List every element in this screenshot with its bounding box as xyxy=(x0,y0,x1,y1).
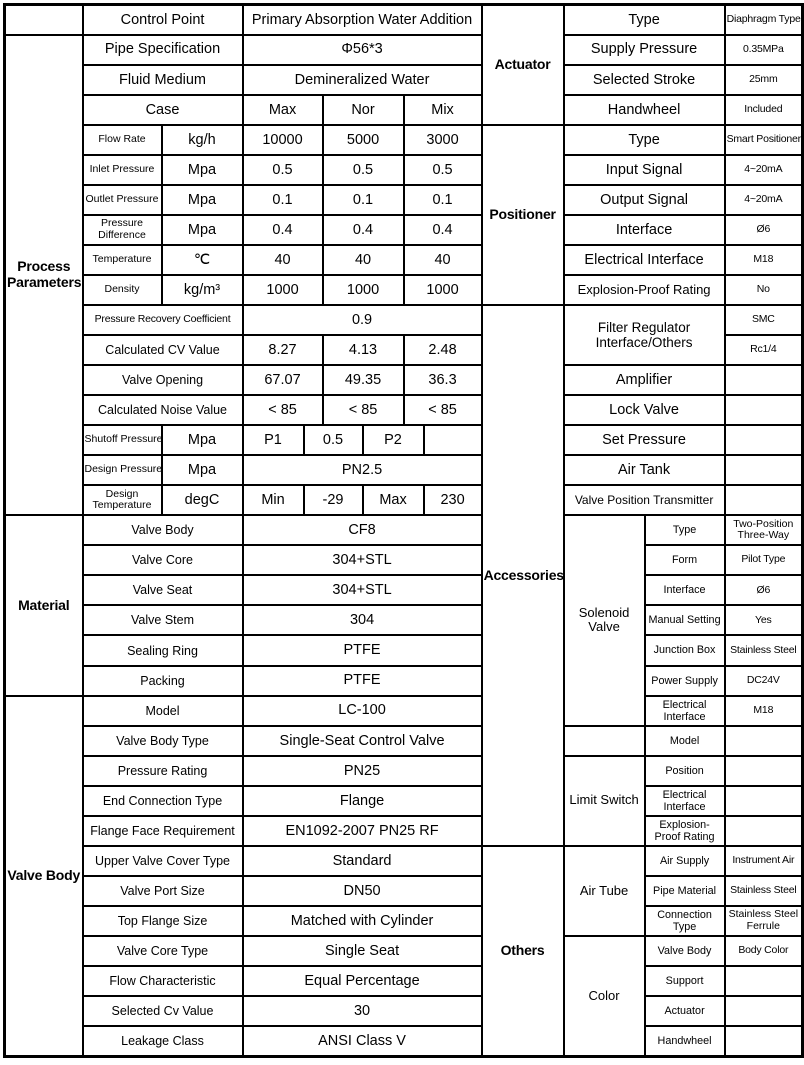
amplifier-value xyxy=(725,365,803,395)
valve-core-type-value: Single Seat xyxy=(243,936,482,966)
temperature-unit: ℃ xyxy=(162,245,243,275)
connection-type-label: Connection Type xyxy=(645,906,725,936)
subgroup-color: Color xyxy=(564,936,645,1057)
pipe-spec-label: Pipe Specification xyxy=(83,35,243,65)
solenoid-type-label: Type xyxy=(645,515,725,545)
calculated-cv-nor: 4.13 xyxy=(323,335,404,365)
case-label: Case xyxy=(83,95,243,125)
lock-valve-label: Lock Valve xyxy=(564,395,725,425)
design-pressure-label: Design Pressure xyxy=(83,455,162,485)
valve-core-type-label: Valve Core Type xyxy=(83,936,243,966)
junction-box-label: Junction Box xyxy=(645,635,725,665)
valve-core-value: 304+STL xyxy=(243,545,482,575)
model-value: LC-100 xyxy=(243,696,482,726)
set-pressure-value xyxy=(725,425,803,455)
flow-rate-max: 10000 xyxy=(243,125,323,155)
sealing-ring-label: Sealing Ring xyxy=(83,635,243,665)
outlet-pressure-mix: 0.1 xyxy=(404,185,482,215)
pipe-material-label: Pipe Material xyxy=(645,876,725,906)
group-actuator: Actuator xyxy=(482,5,564,125)
end-connection-type-value: Flange xyxy=(243,786,482,816)
calculated-noise-label: Calculated Noise Value xyxy=(83,395,243,425)
inlet-pressure-nor: 0.5 xyxy=(323,155,404,185)
filter-regulator-label: Filter Regulator Interface/Others xyxy=(564,305,725,365)
group-process-parameters: Process Parameters xyxy=(5,35,83,516)
density-unit: kg/m³ xyxy=(162,275,243,305)
pressure-recovery-coefficient-label: Pressure Recovery Coefficient xyxy=(83,305,243,335)
top-flange-size-value: Matched with Cylinder xyxy=(243,906,482,936)
supply-pressure-value: 0.35MPa xyxy=(725,35,803,65)
temperature-label: Temperature xyxy=(83,245,162,275)
valve-body-type-label: Valve Body Type xyxy=(83,726,243,756)
solenoid-interface-label: Interface xyxy=(645,575,725,605)
color-support-label: Support xyxy=(645,966,725,996)
valve-position-transmitter-label: Valve Position Transmitter xyxy=(564,485,725,515)
input-signal-label: Input Signal xyxy=(564,155,725,185)
filter-regulator-value-1: SMC xyxy=(725,305,803,335)
flow-rate-unit: kg/h xyxy=(162,125,243,155)
upper-valve-cover-type-label: Upper Valve Cover Type xyxy=(83,846,243,876)
group-valve-body: Valve Body xyxy=(5,696,83,1057)
valve-opening-label: Valve Opening xyxy=(83,365,243,395)
outlet-pressure-unit: Mpa xyxy=(162,185,243,215)
pressure-difference-max: 0.4 xyxy=(243,215,323,245)
valve-port-size-value: DN50 xyxy=(243,876,482,906)
positioner-interface-label: Interface xyxy=(564,215,725,245)
solenoid-form-value: Pilot Type xyxy=(725,545,803,575)
subgroup-limit-switch: Limit Switch xyxy=(564,756,645,846)
control-point-label: Control Point xyxy=(83,5,243,35)
solenoid-electrical-interface-value: M18 xyxy=(725,696,803,726)
limit-switch-explosion-proof-value xyxy=(725,816,803,846)
outlet-pressure-nor: 0.1 xyxy=(323,185,404,215)
pressure-difference-label: Pressure Difference xyxy=(83,215,162,245)
shutoff-p2-label: P2 xyxy=(363,425,424,455)
electrical-interface-value: M18 xyxy=(725,245,803,275)
top-flange-size-label: Top Flange Size xyxy=(83,906,243,936)
actuator-type-value: Diaphragm Type xyxy=(725,5,803,35)
calculated-noise-max: < 85 xyxy=(243,395,323,425)
color-actuator-value xyxy=(725,996,803,1026)
handwheel-value: Included xyxy=(725,95,803,125)
selected-cv-value-value: 30 xyxy=(243,996,482,1026)
calculated-noise-nor: < 85 xyxy=(323,395,404,425)
air-tank-value xyxy=(725,455,803,485)
calculated-cv-mix: 2.48 xyxy=(404,335,482,365)
valve-stem-value: 304 xyxy=(243,605,482,635)
calculated-noise-mix: < 85 xyxy=(404,395,482,425)
pressure-rating-label: Pressure Rating xyxy=(83,756,243,786)
model-label: Model xyxy=(83,696,243,726)
leakage-class-value: ANSI Class V xyxy=(243,1026,482,1056)
explosion-proof-rating-label: Explosion-Proof Rating xyxy=(564,275,725,305)
leakage-class-label: Leakage Class xyxy=(83,1026,243,1056)
material-valve-body-label: Valve Body xyxy=(83,515,243,545)
color-valve-body-label: Valve Body xyxy=(645,936,725,966)
flow-rate-nor: 5000 xyxy=(323,125,404,155)
upper-valve-cover-type-value: Standard xyxy=(243,846,482,876)
fluid-medium-value: Demineralized Water xyxy=(243,65,482,95)
limit-switch-position-value xyxy=(725,756,803,786)
color-handwheel-value xyxy=(725,1026,803,1056)
inlet-pressure-unit: Mpa xyxy=(162,155,243,185)
flange-face-requirement-label: Flange Face Requirement xyxy=(83,816,243,846)
packing-value: PTFE xyxy=(243,666,482,696)
limit-switch-blank-cell xyxy=(564,726,645,756)
power-supply-label: Power Supply xyxy=(645,666,725,696)
end-connection-type-label: End Connection Type xyxy=(83,786,243,816)
inlet-pressure-label: Inlet Pressure xyxy=(83,155,162,185)
valve-opening-nor: 49.35 xyxy=(323,365,404,395)
inlet-pressure-mix: 0.5 xyxy=(404,155,482,185)
shutoff-p1-label: P1 xyxy=(243,425,304,455)
design-temp-max-label: Max xyxy=(363,485,424,515)
lock-valve-value xyxy=(725,395,803,425)
subgroup-solenoid-valve: Solenoid Valve xyxy=(564,515,645,725)
electrical-interface-label: Electrical Interface xyxy=(564,245,725,275)
filter-regulator-value-2: Rc1/4 xyxy=(725,335,803,365)
shutoff-pressure-unit: Mpa xyxy=(162,425,243,455)
solenoid-type-value: Two-Position Three-Way xyxy=(725,515,803,545)
corner-blank-cell xyxy=(5,5,83,35)
density-label: Density xyxy=(83,275,162,305)
limit-switch-electrical-interface-value xyxy=(725,786,803,816)
input-signal-value: 4~20mA xyxy=(725,155,803,185)
flow-characteristic-value: Equal Percentage xyxy=(243,966,482,996)
packing-label: Packing xyxy=(83,666,243,696)
material-valve-body-value: CF8 xyxy=(243,515,482,545)
pressure-difference-nor: 0.4 xyxy=(323,215,404,245)
design-pressure-unit: Mpa xyxy=(162,455,243,485)
fluid-medium-label: Fluid Medium xyxy=(83,65,243,95)
positioner-interface-value: Ø6 xyxy=(725,215,803,245)
temperature-nor: 40 xyxy=(323,245,404,275)
air-tank-label: Air Tank xyxy=(564,455,725,485)
density-nor: 1000 xyxy=(323,275,404,305)
selected-stroke-value: 25mm xyxy=(725,65,803,95)
group-material: Material xyxy=(5,515,83,695)
junction-box-value: Stainless Steel xyxy=(725,635,803,665)
flow-rate-label: Flow Rate xyxy=(83,125,162,155)
group-positioner: Positioner xyxy=(482,125,564,305)
pressure-recovery-coefficient-value: 0.9 xyxy=(243,305,482,335)
valve-seat-value: 304+STL xyxy=(243,575,482,605)
air-supply-value: Instrument Air xyxy=(725,846,803,876)
explosion-proof-rating-value: No xyxy=(725,275,803,305)
inlet-pressure-max: 0.5 xyxy=(243,155,323,185)
output-signal-value: 4~20mA xyxy=(725,185,803,215)
set-pressure-label: Set Pressure xyxy=(564,425,725,455)
shutoff-pressure-label: Shutoff Pressure xyxy=(83,425,162,455)
limit-switch-model-label: Model xyxy=(645,726,725,756)
air-supply-label: Air Supply xyxy=(645,846,725,876)
design-temperature-label: Design Temperature xyxy=(83,485,162,515)
actuator-type-label: Type xyxy=(564,5,725,35)
pressure-difference-mix: 0.4 xyxy=(404,215,482,245)
manual-setting-label: Manual Setting xyxy=(645,605,725,635)
density-max: 1000 xyxy=(243,275,323,305)
limit-switch-electrical-interface-label: Electrical Interface xyxy=(645,786,725,816)
sealing-ring-value: PTFE xyxy=(243,635,482,665)
temperature-mix: 40 xyxy=(404,245,482,275)
design-temperature-unit: degC xyxy=(162,485,243,515)
selected-stroke-label: Selected Stroke xyxy=(564,65,725,95)
density-mix: 1000 xyxy=(404,275,482,305)
valve-opening-max: 67.07 xyxy=(243,365,323,395)
output-signal-label: Output Signal xyxy=(564,185,725,215)
flow-characteristic-label: Flow Characteristic xyxy=(83,966,243,996)
valve-position-transmitter-value xyxy=(725,485,803,515)
color-valve-body-value: Body Color xyxy=(725,936,803,966)
selected-cv-value-label: Selected Cv Value xyxy=(83,996,243,1026)
shutoff-p1-value: 0.5 xyxy=(304,425,363,455)
design-pressure-value: PN2.5 xyxy=(243,455,482,485)
pressure-difference-unit: Mpa xyxy=(162,215,243,245)
valve-core-label: Valve Core xyxy=(83,545,243,575)
valve-opening-mix: 36.3 xyxy=(404,365,482,395)
solenoid-electrical-interface-label: Electrical Interface xyxy=(645,696,725,726)
valve-stem-label: Valve Stem xyxy=(83,605,243,635)
calculated-cv-label: Calculated CV Value xyxy=(83,335,243,365)
control-point-value: Primary Absorption Water Addition xyxy=(243,5,482,35)
design-temp-min-label: Min xyxy=(243,485,304,515)
case-nor-header: Nor xyxy=(323,95,404,125)
manual-setting-value: Yes xyxy=(725,605,803,635)
group-others: Others xyxy=(482,846,564,1057)
design-temp-min-value: -29 xyxy=(304,485,363,515)
pipe-spec-value: Φ56*3 xyxy=(243,35,482,65)
calculated-cv-max: 8.27 xyxy=(243,335,323,365)
limit-switch-position-label: Position xyxy=(645,756,725,786)
amplifier-label: Amplifier xyxy=(564,365,725,395)
limit-switch-model-value xyxy=(725,726,803,756)
handwheel-label: Handwheel xyxy=(564,95,725,125)
subgroup-air-tube: Air Tube xyxy=(564,846,645,936)
positioner-type-label: Type xyxy=(564,125,725,155)
case-mix-header: Mix xyxy=(404,95,482,125)
color-support-value xyxy=(725,966,803,996)
color-handwheel-label: Handwheel xyxy=(645,1026,725,1056)
temperature-max: 40 xyxy=(243,245,323,275)
valve-port-size-label: Valve Port Size xyxy=(83,876,243,906)
pipe-material-value: Stainless Steel xyxy=(725,876,803,906)
design-temp-max-value: 230 xyxy=(424,485,482,515)
valve-seat-label: Valve Seat xyxy=(83,575,243,605)
supply-pressure-label: Supply Pressure xyxy=(564,35,725,65)
outlet-pressure-max: 0.1 xyxy=(243,185,323,215)
color-actuator-label: Actuator xyxy=(645,996,725,1026)
connection-type-value: Stainless Steel Ferrule xyxy=(725,906,803,936)
outlet-pressure-label: Outlet Pressure xyxy=(83,185,162,215)
flange-face-requirement-value: EN1092-2007 PN25 RF xyxy=(243,816,482,846)
power-supply-value: DC24V xyxy=(725,666,803,696)
valve-body-type-value: Single-Seat Control Valve xyxy=(243,726,482,756)
pressure-rating-value: PN25 xyxy=(243,756,482,786)
case-max-header: Max xyxy=(243,95,323,125)
shutoff-p2-value xyxy=(424,425,482,455)
spec-table xyxy=(3,3,804,1058)
flow-rate-mix: 3000 xyxy=(404,125,482,155)
limit-switch-explosion-proof-label: Explosion-Proof Rating xyxy=(645,816,725,846)
group-accessories: Accessories xyxy=(482,305,564,846)
solenoid-form-label: Form xyxy=(645,545,725,575)
positioner-type-value: Smart Positioner xyxy=(725,125,803,155)
solenoid-interface-value: Ø6 xyxy=(725,575,803,605)
